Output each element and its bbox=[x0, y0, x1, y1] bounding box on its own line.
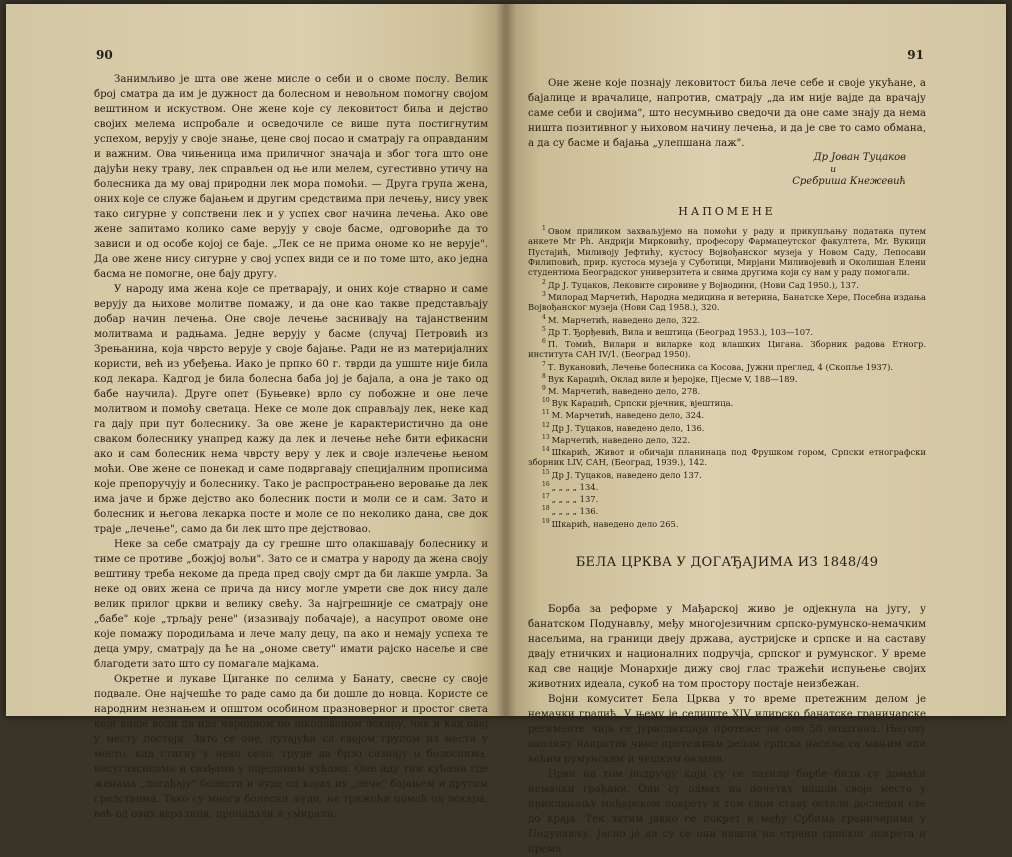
paragraph: Неке за себе сматрају да су грешне што олакшавају болеснику и тиме се противе „божјој вољи". Зато се и сматра у народу да жена своју вештину треба некоме да преда пред своју смрт да би лакше умрла. За неке од ових жена се прича да нису могле умрети све док нису дале велик прилог цркви и велику свећу. За најгрешније се сматрају оне „бабе" које „трљају рене" (изазивају побачаје), а насупрот овоме оне које помажу породиљама и лече малу децу, па ако и немају успеха те деца умру, сматрају да ће на „ономе свету" имати рајско насеље и све благодети зато што су помагале мајкама. bbox=[94, 539, 488, 670]
footnote bbox=[528, 337, 926, 360]
footnote bbox=[528, 421, 926, 433]
footnotes-list bbox=[528, 224, 926, 529]
footnote-number: 5 bbox=[542, 325, 546, 333]
footnote-text: Шкарић, наведено дело 265. bbox=[551, 518, 679, 529]
paragraph: Војни комуситет Бела Црква у то време претежним делом је немачки градић. У њему је седиште XIV илирско банатске граничарске регименте чија се јурисдикција протеже на ово 50 општина. Његову околину напротив чине претежним делом српска насеља са мањим или већим румунским и чешким оазама. bbox=[528, 693, 926, 765]
footnote-text: „ „ „ „ 134. bbox=[551, 481, 599, 492]
footnote-text: М. Марчетић, наведено дело, 324. bbox=[551, 410, 704, 421]
footnote-text: Шкарић, Живот и обичаји планинаца под Фрушком гором, Српски етнографски зборник LIV, САН, (Београд, 1939.), 142. bbox=[528, 446, 926, 468]
footnote-text: П. Томић, Вилари и виларке код влашких Цигана. Зборник радова Етногр. института САН IV/1. (Београд 1950). bbox=[528, 338, 926, 360]
book-gutter bbox=[496, 4, 516, 716]
paragraph: Окретне и лукаве Циганке по селима у Банату, свесне су своје подвале. Оне најчешће то раде само да би дошле до новца. Користе се народним незнањем и општом особином празноверног и простог света који више воли да иде народном но школованом лекару, чак и кад овај у месту постоји. Зато се оне, лутајући са својом групом из места у место, кад стигну у неко село, труде да брзо сазнају о болеснима, несугласицама и свађама у појединим кућама. Оне иду тим кућама где женама „погађају" болести и нуде од којих их „лече" бајањем и другим средствима. Тако су многи болесни људи, не тражећи помоћ од лекара, већ од ових варалица, пропадали и умирали. bbox=[94, 674, 488, 820]
footnote-text: Милорад Марчетић, Народна медицина и ветерина, Банатске Хере, Посебна издања Војвођанског музеја (Нови Сад 1958.), 320. bbox=[528, 291, 926, 313]
section-heading: БЕЛА ЦРКВА У ДОГАЂАЈИМА ИЗ 1848/49 bbox=[575, 554, 879, 570]
footnote-number: 13 bbox=[542, 433, 550, 441]
footnote-number: 19 bbox=[542, 517, 550, 525]
footnote-number: 6 bbox=[542, 338, 546, 346]
footnote bbox=[528, 290, 926, 313]
footnote bbox=[528, 445, 926, 468]
author-name: Сребриша Кнежевић bbox=[792, 176, 906, 187]
paragraph: Занимљиво је шта ове жене мисле о себи и о своме послу. Велик број сматра да им је дужност да болесном и невољном помогну својом вештином и искуством. Оне жене које су лековитост биља и дејство својих мелема испробале и осведочиле се више пута постигнутим успехом, верују у своје знање, цене свој посао и сматрају га оправданим и важним. Ова чињеница има приличног значаја и због тога што оне дајући неку траву, лек справљен од ње или мелем, сугестивно утичу на болесника да му овај природни лек мора помоћи. — Друга група жена, оних које се служе бајањем и другим средствима при лечењу, нису увек тако сигурне у сопствени лек и у успех свог начина лечења. Ако ове жене запитамо колико саме верују у своје басме, одговориће да то зависи и од особе којој се баје. „Лек се не прима ономе ко не верује". Да ове жене нису сигурне у свој успех види се и по томе што, ако једна басма не помогне, оне бају другу. bbox=[94, 74, 488, 280]
footnote-number: 3 bbox=[542, 291, 546, 299]
footnote bbox=[528, 468, 926, 480]
left-body bbox=[94, 72, 488, 822]
author-conjunction: и bbox=[830, 165, 836, 175]
section-body bbox=[528, 602, 926, 857]
footnote-text: Др Т. Ђорђевић, Вила и вештица (Београд 1953.), 103—107. bbox=[547, 326, 814, 337]
footnote-text: Вук Караџић, Оклад виле и ђеројке, Пјесме V, 188—189. bbox=[547, 373, 798, 384]
page-number-right: 91 bbox=[907, 48, 924, 62]
left-page bbox=[6, 4, 506, 820]
page-number-left: 90 bbox=[96, 48, 113, 62]
paragraph: У народу има жена које се претварају, и оних које стварно и саме верују да њихове молитве помажу, и да оне као такве представљају добар начин лечења. Оне своје лечење заснивају на тајанственим молитвама и радњама. Једне верују у басме (случај Петровић из Зрењанина, која чврсто верује у своје бајање. Ради не из материјалних користи, већ из убеђења. Иако је прпко 60 г. тврди да ушште није била код лекара. Кадгод је била болесна баба јој је бајала, а она је тако од бабе научила). Друге опет (Буњевке) врло су побожне и оне лече молитвом и помоћу светаца. Неке се моле док справљају лек, неке кад га дају при пут болеснику. За ове жене је карактеристично да оне сваком болеснику унапред кажу да лек и лечење неће бити ефикасни ако и сам болесник нема чврсту веру у лек и своје излечење њеном моћи. Ове жене се понекад и саме подвргавају специјалним прописима које препоручују и болеснику. Тако је распрострањено веровање да лек има јаче и брже дејство ако болесник пости и моли се и сам. Зато и болесник и његова лекарка посте и моле се по неколико дана, све док траје „лечење", само да би лек што пре дејствовао. bbox=[94, 284, 488, 535]
paragraph: Оне жене које познају лековитост биља лече себе и своје укућане, а бајалице и врачалице, напротив, сматрају „да им није ваjде да врачају саме себи и својима", што несумњиво сведочи да оне саме знају да нема ништа позитивног у њиховом начину лечења, и да је све то само обмана, а да су басме и бајања „улепшана лаж". bbox=[528, 78, 926, 149]
right-body bbox=[528, 76, 926, 151]
footnote-number: 12 bbox=[542, 421, 550, 429]
footnote bbox=[528, 396, 926, 408]
footnote bbox=[528, 408, 926, 420]
footnote-number: 4 bbox=[542, 313, 546, 321]
footnote-text: „ „ „ „ 136. bbox=[551, 506, 599, 517]
author-name: Др Јован Туцаков bbox=[813, 152, 906, 163]
footnote-text: М. Марчетић, наведено дело, 322. bbox=[547, 314, 701, 325]
footnote-text: Вук Караџић, Српски рјечник, вјештица. bbox=[551, 398, 734, 409]
footnote bbox=[528, 504, 926, 516]
footnote-number: 2 bbox=[542, 278, 546, 286]
footnote bbox=[528, 224, 926, 278]
footnote bbox=[528, 325, 926, 337]
footnote-text: Др Ј. Туцаков, наведено дело 137. bbox=[551, 469, 702, 480]
footnote-text: Марчетић, наведено дело, 322. bbox=[551, 434, 691, 445]
footnote-number: 9 bbox=[542, 385, 546, 393]
footnote-text: Др Ј. Туцаков, наведено дело, 136. bbox=[551, 422, 705, 433]
footnote bbox=[528, 492, 926, 504]
footnote-number: 15 bbox=[542, 468, 550, 476]
footnote bbox=[528, 480, 926, 492]
footnote-text: Др Ј. Туцаков, Лековите сировине у Војводини, (Нови Сад 1950.), 137. bbox=[547, 279, 859, 290]
footnote-text: Т. Вукановић, Лечење болесника са Косова, Јужни преглед, 4 (Скопље 1937). bbox=[547, 361, 893, 372]
footnote bbox=[528, 433, 926, 445]
footnote bbox=[528, 384, 926, 396]
footnote-text: М. Марчетић, наведено дело, 278. bbox=[547, 385, 701, 396]
footnote-number: 7 bbox=[542, 360, 546, 368]
footnote bbox=[528, 313, 926, 325]
footnote-number: 17 bbox=[542, 493, 550, 501]
footnote-number: 10 bbox=[542, 397, 550, 405]
footnote bbox=[528, 517, 926, 529]
notes-heading: НАПОМЕНЕ bbox=[678, 205, 776, 218]
footnote-number: 8 bbox=[542, 372, 546, 380]
footnote bbox=[528, 278, 926, 290]
signature bbox=[528, 151, 906, 189]
footnote-text: Овом приликом захваљујемо на помоћи у раду и прикупљању података путем анкете Mr Ph. Андрији Мирковићу, професору Фармацеутског факултета, Mr. Вукици Пустајић, Миливоју Јефтићу, кустосу Војвођанског музеја у Новом Саду, Лепосави Филиповић, прир. кустоса музеја у Суботици, Мирјани Миливојевић и Околишан Елени студентима Београдског универзитета и свима другима који су нам у раду помогали. bbox=[528, 225, 926, 278]
footnote-number: 18 bbox=[542, 505, 550, 513]
paragraph: Борба за реформе у Мађарској живо је одјекнула на југу, у банатском Подунављу, међу многојезичним српско-румунско-немачким насељима, на граници двеју држава, аустријске и српске и на саставу двају етничких и националних подручја, српског и румунског. У време кад све нације Монархије дижу свој глас тражећи испуњење својих животних идеала, сукоб на том простору постаје неизбежан. bbox=[528, 603, 926, 690]
footnote-number: 1 bbox=[542, 225, 546, 232]
footnote-number: 11 bbox=[542, 409, 550, 417]
footnote bbox=[528, 372, 926, 384]
paragraph: Први на том подручју који су се латили борбе били су домаћи немачки грађани. Они су одмах на почетку нашли своје место у приклањању мађарском покрету и том свом ставу остали доследни све до краја. Тек затим јавио се покрет и међу Србима граничарима у Подунављу. Јасно је да су се они нашли на страни српског покрета и према bbox=[528, 768, 926, 855]
footnote-text: „ „ „ „ 137. bbox=[551, 493, 599, 504]
footnote-number: 16 bbox=[542, 480, 550, 488]
footnote bbox=[528, 360, 926, 372]
right-page bbox=[506, 4, 1006, 855]
footnote-number: 14 bbox=[542, 446, 550, 454]
